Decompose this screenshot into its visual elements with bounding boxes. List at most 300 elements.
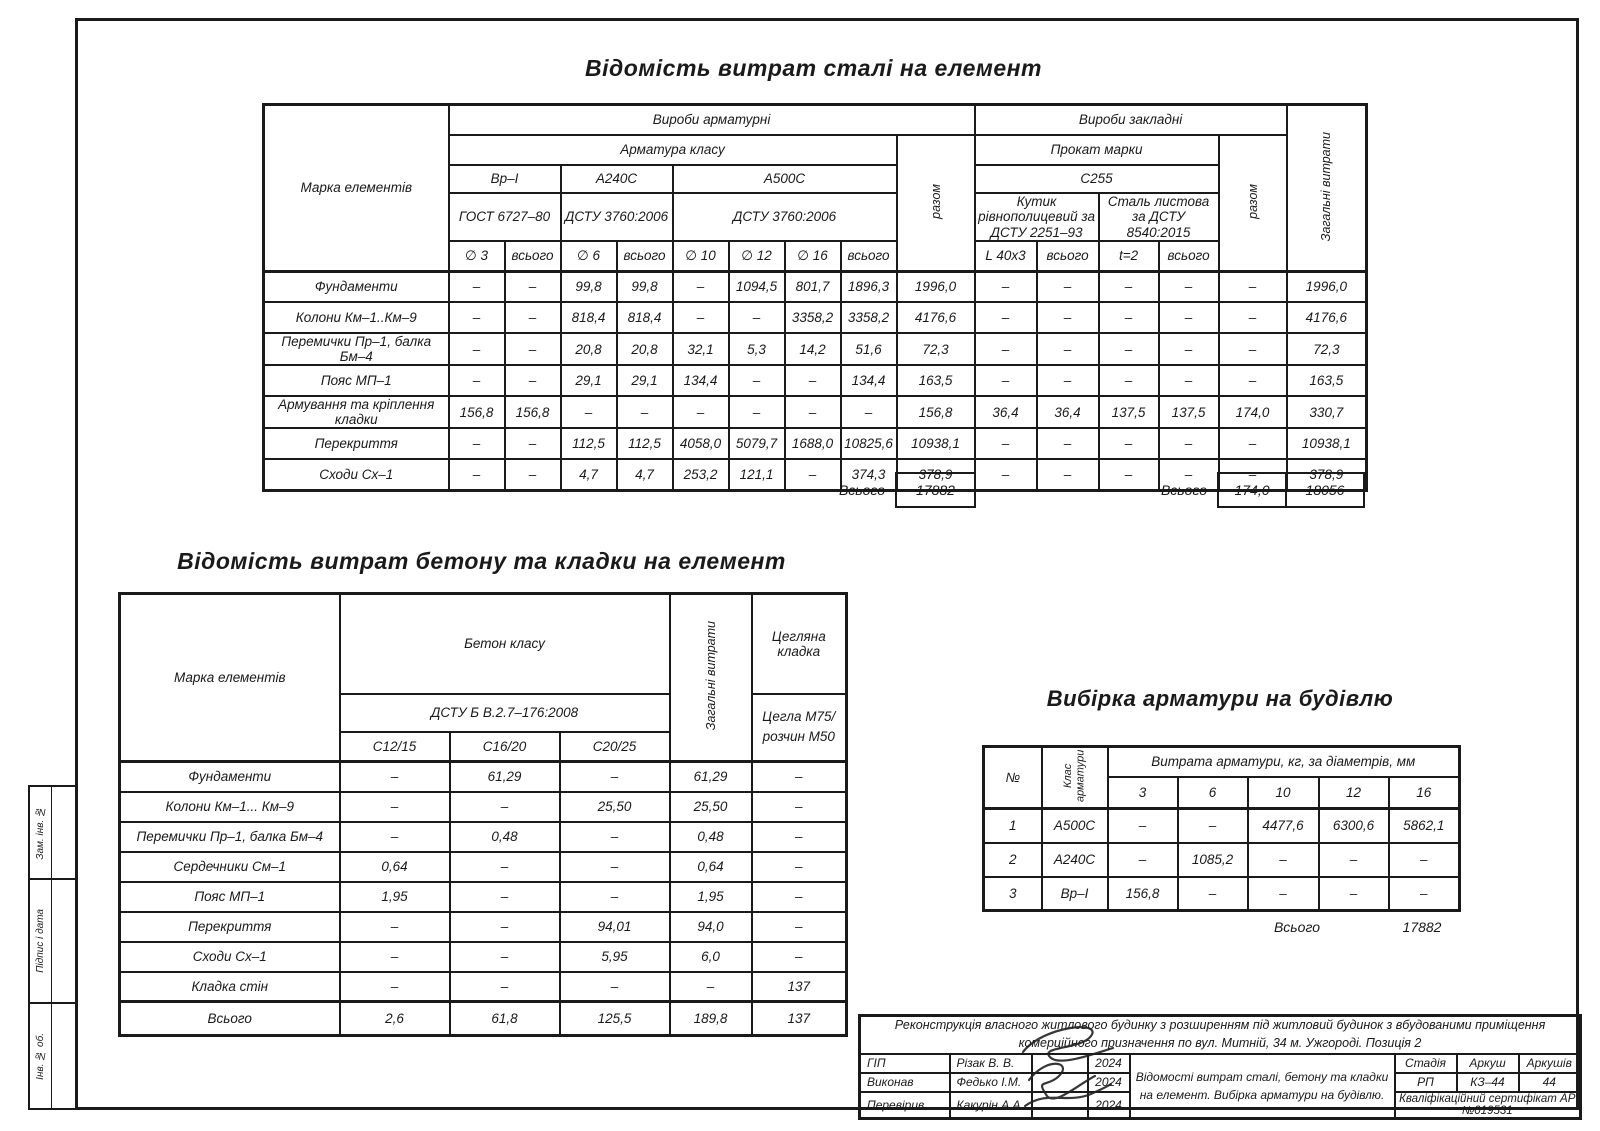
steel-value-cell: –	[1219, 333, 1287, 365]
concrete-value-cell: 0,64	[670, 852, 752, 882]
rebar-grp: Витрата арматури, кг, за діаметрів, мм	[1108, 747, 1460, 777]
steel-value-cell: –	[1159, 428, 1219, 459]
steel-value-cell: 134,4	[673, 365, 729, 396]
steel-std-dstu-a500: ДСТУ 3760:2006	[673, 193, 897, 242]
rebar-value-cell: –	[1248, 877, 1319, 911]
steel-value-cell: –	[1219, 459, 1287, 490]
rebar-value-cell: –	[1108, 843, 1178, 877]
steel-value-cell: –	[785, 459, 841, 490]
steel-value-cell: –	[729, 302, 785, 333]
rebar-value-cell: 5862,1	[1389, 809, 1460, 843]
title-block	[858, 1014, 1582, 1120]
concrete-value-cell: –	[752, 792, 847, 822]
strip-label-text: Зам. інв. №	[35, 805, 46, 860]
steel-subheader-cell: всього	[617, 241, 673, 271]
steel-value-cell: –	[449, 428, 505, 459]
concrete-value-cell: 0,64	[340, 852, 450, 882]
rebar-value-cell: –	[1178, 809, 1248, 843]
rebar-row-number: 1	[984, 809, 1042, 843]
rebar-diameter-cell: 12	[1319, 777, 1389, 809]
element-name: Колони Км–1..Км–9	[264, 302, 449, 333]
steel-value-cell: 378,9	[897, 459, 975, 490]
steel-subheader-cell: ∅ 16	[785, 241, 841, 271]
concrete-value-cell: –	[340, 912, 450, 942]
steel-value-cell: 3358,2	[785, 302, 841, 333]
concrete-value-cell: –	[752, 822, 847, 852]
rebar-total-value: 17882	[1402, 919, 1442, 935]
steel-value-cell: 10938,1	[1287, 428, 1367, 459]
steel-std-kutyk: Кутик рівнополицевий за ДСТУ 2251–93	[975, 193, 1099, 242]
steel-table-row	[264, 365, 1367, 396]
rebar-row-number: 3	[984, 877, 1042, 911]
strip-cell	[28, 878, 77, 1002]
steel-value-cell: 137,5	[1159, 396, 1219, 428]
concrete-total-cell: 61,8	[450, 1002, 560, 1036]
concrete-value-cell: 137	[752, 972, 847, 1002]
steel-value-cell: –	[505, 271, 561, 302]
steel-value-cell: –	[673, 271, 729, 302]
concrete-value-cell: 5,95	[560, 942, 670, 972]
rebar-value-cell: 6300,6	[1319, 809, 1389, 843]
steel-value-cell: 174,0	[1219, 396, 1287, 428]
steel-value-cell: –	[1037, 333, 1099, 365]
strip-cell	[28, 785, 77, 878]
steel-value-cell: 4,7	[561, 459, 617, 490]
steel-value-cell: 4176,6	[897, 302, 975, 333]
concrete-value-cell: 25,50	[670, 792, 752, 822]
steel-value-cell: –	[975, 365, 1037, 396]
steel-subheader-cell: всього	[1037, 241, 1099, 271]
rebar-value-cell: –	[1248, 843, 1319, 877]
steel-value-cell: 818,4	[561, 302, 617, 333]
date-gip: 2024	[1088, 1054, 1130, 1073]
steel-value-cell: –	[729, 365, 785, 396]
steel-value-cell: 4058,0	[673, 428, 729, 459]
steel-value-cell: –	[1099, 271, 1159, 302]
rotated-label: разом	[1245, 183, 1260, 219]
steel-table-row	[264, 271, 1367, 302]
rebar-diameter-cell: 3	[1108, 777, 1178, 809]
concrete-value-cell: –	[560, 972, 670, 1002]
element-name: Перемички Пр–1, балка Бм–4	[264, 333, 449, 365]
steel-value-cell: –	[1037, 365, 1099, 396]
steel-total-emb-value: 174,0	[1217, 472, 1287, 508]
concrete-table-row	[120, 792, 847, 822]
steel-total-arm-label: Всього	[838, 482, 885, 498]
concrete-total-cell: 137	[752, 1002, 847, 1036]
steel-value-cell: –	[617, 396, 673, 428]
steel-value-cell: –	[1159, 459, 1219, 490]
rebar-table-row	[984, 843, 1460, 877]
steel-value-cell: 4,7	[617, 459, 673, 490]
steel-table-title: Відомість витрат сталі на елемент	[584, 55, 1043, 81]
element-name: Пояс МП–1	[264, 365, 449, 396]
steel-col-razom-arm	[897, 135, 975, 272]
steel-table-row	[264, 302, 1367, 333]
steel-value-cell: 330,7	[1287, 396, 1367, 428]
rotated-label: Загальні витрати	[703, 621, 718, 731]
sheets-header: Аркушів	[1519, 1054, 1581, 1073]
qualification-certificate: Кваліфікаційний сертифікат АР №019531	[1395, 1092, 1581, 1119]
steel-subheader-cell: ∅ 6	[561, 241, 617, 271]
concrete-table-title: Відомість витрат бетону та кладки на елемент	[177, 548, 786, 574]
steel-value-cell: –	[1099, 365, 1159, 396]
concrete-col-marka: Марка елементів	[120, 594, 340, 762]
rebar-class: А240С	[1042, 843, 1108, 877]
element-name: Перекриття	[264, 428, 449, 459]
concrete-value-cell: –	[560, 762, 670, 792]
steel-value-cell: –	[505, 428, 561, 459]
date-executor: 2024	[1088, 1073, 1130, 1092]
steel-value-cell: –	[673, 396, 729, 428]
steel-value-cell: –	[1099, 428, 1159, 459]
concrete-value-cell: –	[340, 972, 450, 1002]
signatures-overlay	[995, 1018, 1145, 1113]
steel-subheader-cell: всього	[505, 241, 561, 271]
steel-value-cell: –	[1159, 302, 1219, 333]
steel-total-arm-value: 17882	[895, 472, 976, 508]
steel-value-cell: 156,8	[505, 396, 561, 428]
steel-value-cell: 20,8	[561, 333, 617, 365]
steel-value-cell: –	[505, 302, 561, 333]
rebar-value-cell: –	[1389, 877, 1460, 911]
strip-empty	[52, 1004, 75, 1108]
steel-grp-armature: Вироби арматурні	[449, 105, 975, 135]
steel-value-cell: –	[449, 459, 505, 490]
steel-value-cell: 72,3	[1287, 333, 1367, 365]
concrete-total-row	[120, 1002, 847, 1036]
steel-value-cell: 32,1	[673, 333, 729, 365]
concrete-value-cell: –	[450, 852, 560, 882]
concrete-value-cell: –	[340, 792, 450, 822]
rebar-class: А500С	[1042, 809, 1108, 843]
steel-value-cell: 20,8	[617, 333, 673, 365]
side-strip	[28, 785, 77, 1110]
concrete-value-cell: –	[752, 852, 847, 882]
rebar-value-cell: –	[1319, 877, 1389, 911]
steel-value-cell: –	[1099, 333, 1159, 365]
concrete-value-cell: –	[450, 882, 560, 912]
rebar-col-no: №	[984, 747, 1042, 809]
steel-class-c255: С255	[975, 165, 1219, 193]
steel-value-cell: 112,5	[561, 428, 617, 459]
steel-grp-prokat: Прокат марки	[975, 135, 1219, 165]
steel-value-cell: –	[505, 333, 561, 365]
steel-std-gost: ГОСТ 6727–80	[449, 193, 561, 242]
steel-subheader-cell: t=2	[1099, 241, 1159, 271]
concrete-table-row	[120, 972, 847, 1002]
steel-value-cell: 99,8	[561, 271, 617, 302]
element-name: Армування та кріплення кладки	[264, 396, 449, 428]
rotated-label: Загальні витрати	[1319, 131, 1334, 241]
steel-value-cell: 163,5	[1287, 365, 1367, 396]
steel-value-cell: 121,1	[729, 459, 785, 490]
concrete-value-cell: –	[450, 792, 560, 822]
steel-value-cell: –	[673, 302, 729, 333]
steel-value-cell: 134,4	[841, 365, 897, 396]
steel-value-cell: –	[1037, 302, 1099, 333]
steel-value-cell: –	[505, 459, 561, 490]
concrete-table-row	[120, 762, 847, 792]
steel-value-cell: –	[1219, 271, 1287, 302]
rebar-diameter-cell: 10	[1248, 777, 1319, 809]
concrete-masonry-spec: Цегла М75/ розчин М50	[752, 694, 847, 762]
steel-value-cell: –	[449, 271, 505, 302]
steel-value-cell: 14,2	[785, 333, 841, 365]
concrete-value-cell: 94,0	[670, 912, 752, 942]
steel-value-cell: –	[505, 365, 561, 396]
concrete-value-cell: –	[670, 972, 752, 1002]
steel-value-cell: 1688,0	[785, 428, 841, 459]
element-name: Перемички Пр–1, балка Бм–4	[120, 822, 340, 852]
signature-checker	[1025, 1084, 1111, 1106]
rebar-value-cell: –	[1108, 809, 1178, 843]
steel-class-vr: Вр–I	[449, 165, 561, 193]
rotated-label: Клас арматури	[1061, 749, 1087, 803]
strip-label-text: Підпис і дата	[35, 909, 46, 973]
concrete-table-row	[120, 882, 847, 912]
concrete-consumption-table	[118, 592, 848, 1037]
steel-value-cell: –	[1037, 428, 1099, 459]
steel-col-razom-emb	[1219, 135, 1287, 272]
steel-value-cell: –	[1159, 365, 1219, 396]
concrete-class-c16: С16/20	[450, 732, 560, 762]
concrete-col-total	[670, 594, 752, 762]
role-checker: Перевірив	[860, 1092, 950, 1119]
steel-value-cell: 818,4	[617, 302, 673, 333]
rebar-value-cell: 156,8	[1108, 877, 1178, 911]
steel-col-marka: Марка елементів	[264, 105, 449, 272]
element-name: Фундаменти	[264, 271, 449, 302]
steel-value-cell: 51,6	[841, 333, 897, 365]
rebar-row-number: 2	[984, 843, 1042, 877]
element-name: Перекриття	[120, 912, 340, 942]
rebar-value-cell: 1085,2	[1178, 843, 1248, 877]
sheets-value: 44	[1519, 1073, 1581, 1092]
name-gip: Різак В. В.	[950, 1054, 1032, 1073]
steel-std-dstu-a240: ДСТУ 3760:2006	[561, 193, 673, 242]
steel-value-cell: –	[1037, 459, 1099, 490]
element-name: Сходи Сх–1	[120, 942, 340, 972]
steel-value-cell: –	[975, 459, 1037, 490]
concrete-value-cell: –	[560, 852, 670, 882]
concrete-value-cell: –	[752, 882, 847, 912]
rebar-selection-table	[982, 745, 1461, 912]
steel-value-cell: 112,5	[617, 428, 673, 459]
steel-value-cell: 156,8	[449, 396, 505, 428]
steel-value-cell: –	[561, 396, 617, 428]
steel-value-cell: –	[1159, 271, 1219, 302]
steel-subheader-cell: ∅ 12	[729, 241, 785, 271]
steel-value-cell: 3358,2	[841, 302, 897, 333]
rebar-total-label: Всього	[1273, 919, 1320, 935]
steel-value-cell: 4176,6	[1287, 302, 1367, 333]
steel-value-cell: –	[841, 396, 897, 428]
steel-table-row	[264, 428, 1367, 459]
concrete-total-cell: 2,6	[340, 1002, 450, 1036]
steel-value-cell: 137,5	[1099, 396, 1159, 428]
steel-subheader-cell: L 40x3	[975, 241, 1037, 271]
role-gip: ГІП	[860, 1054, 950, 1073]
strip-cell	[28, 1002, 77, 1110]
steel-subheader-cell: всього	[1159, 241, 1219, 271]
steel-value-cell: 36,4	[975, 396, 1037, 428]
concrete-value-cell: –	[752, 912, 847, 942]
steel-value-cell: –	[1219, 365, 1287, 396]
rebar-table-row	[984, 877, 1460, 911]
strip-label-pidpys	[30, 880, 52, 1002]
steel-subheader-cell: ∅ 3	[449, 241, 505, 271]
steel-value-cell: 29,1	[561, 365, 617, 396]
steel-grp-arm-class: Арматура класу	[449, 135, 897, 165]
concrete-value-cell: 0,48	[450, 822, 560, 852]
concrete-class-c12: С12/15	[340, 732, 450, 762]
steel-subheader-cell: всього	[841, 241, 897, 271]
concrete-value-cell: –	[752, 942, 847, 972]
concrete-value-cell: 25,50	[560, 792, 670, 822]
steel-value-cell: –	[1037, 271, 1099, 302]
concrete-value-cell: –	[560, 822, 670, 852]
rotated-label: разом	[928, 183, 943, 219]
steel-total-emb-label: Всього	[1160, 482, 1207, 498]
rebar-class: Вр–І	[1042, 877, 1108, 911]
steel-value-cell: 374,3	[841, 459, 897, 490]
concrete-value-cell: 61,29	[670, 762, 752, 792]
steel-grand-total-value: 18056	[1285, 472, 1365, 508]
steel-value-cell: –	[449, 365, 505, 396]
steel-value-cell: –	[975, 271, 1037, 302]
concrete-table-row	[120, 852, 847, 882]
concrete-value-cell: 61,29	[450, 762, 560, 792]
steel-value-cell: –	[975, 428, 1037, 459]
steel-value-cell: 1094,5	[729, 271, 785, 302]
steel-value-cell: 36,4	[1037, 396, 1099, 428]
steel-value-cell: –	[975, 333, 1037, 365]
strip-empty	[52, 880, 75, 1002]
steel-table-row	[264, 396, 1367, 428]
element-name: Пояс МП–1	[120, 882, 340, 912]
rebar-value-cell: –	[1178, 877, 1248, 911]
rebar-diameter-cell: 6	[1178, 777, 1248, 809]
steel-value-cell: –	[975, 302, 1037, 333]
concrete-grp-masonry: Цегляна кладка	[752, 594, 847, 694]
steel-value-cell: 378,9	[1287, 459, 1367, 490]
steel-value-cell: 801,7	[785, 271, 841, 302]
rebar-col-class	[1042, 747, 1108, 809]
steel-value-cell: 5079,7	[729, 428, 785, 459]
steel-col-total	[1287, 105, 1367, 272]
concrete-table-row	[120, 912, 847, 942]
steel-consumption-table	[262, 103, 1368, 492]
steel-value-cell: 1996,0	[1287, 271, 1367, 302]
sheet-value: КЗ–44	[1457, 1073, 1519, 1092]
steel-value-cell: –	[785, 396, 841, 428]
rebar-table-row	[984, 809, 1460, 843]
steel-value-cell: –	[1219, 428, 1287, 459]
steel-value-cell: 99,8	[617, 271, 673, 302]
concrete-value-cell: –	[340, 942, 450, 972]
steel-class-a500: А500С	[673, 165, 897, 193]
concrete-total-cell: 189,8	[670, 1002, 752, 1036]
concrete-value-cell: 1,95	[340, 882, 450, 912]
steel-value-cell: –	[729, 396, 785, 428]
element-name: Колони Км–1... Км–9	[120, 792, 340, 822]
steel-subheader-cell: ∅ 10	[673, 241, 729, 271]
concrete-std: ДСТУ Б В.2.7–176:2008	[340, 694, 670, 732]
concrete-value-cell: –	[450, 912, 560, 942]
steel-std-sheet: Сталь листова за ДСТУ 8540:2015	[1099, 193, 1219, 242]
steel-value-cell: 1996,0	[897, 271, 975, 302]
rebar-value-cell: 4477,6	[1248, 809, 1319, 843]
steel-value-cell: –	[1099, 459, 1159, 490]
name-executor: Федько І.М.	[950, 1073, 1032, 1092]
concrete-table-row	[120, 942, 847, 972]
element-name: Сходи Сх–1	[264, 459, 449, 490]
concrete-value-cell: –	[560, 882, 670, 912]
concrete-grp: Бетон класу	[340, 594, 670, 694]
signature-executor	[1029, 1064, 1095, 1099]
concrete-value-cell: –	[752, 762, 847, 792]
steel-value-cell: 72,3	[897, 333, 975, 365]
rebar-value-cell: –	[1389, 843, 1460, 877]
strip-label-text: Інв. № об.	[35, 1032, 46, 1080]
concrete-table-row	[120, 822, 847, 852]
strip-empty	[52, 787, 75, 878]
concrete-total-cell: 125,5	[560, 1002, 670, 1036]
concrete-class-c20: С20/25	[560, 732, 670, 762]
signature-gip	[1023, 1027, 1113, 1060]
element-name: Фундаменти	[120, 762, 340, 792]
project-description: Реконструкція власного житлового будинку з розширенням під житловий будинок з вбудованими приміщення комерційного призначення по вул. Митній, 34 м. Ужгороді. Позиція 2	[860, 1016, 1581, 1054]
steel-value-cell: 10938,1	[897, 428, 975, 459]
concrete-value-cell: 6,0	[670, 942, 752, 972]
total-label: Всього	[120, 1002, 340, 1036]
concrete-value-cell: –	[340, 762, 450, 792]
steel-class-a240: А240С	[561, 165, 673, 193]
steel-value-cell: 10825,6	[841, 428, 897, 459]
steel-value-cell: –	[449, 302, 505, 333]
concrete-value-cell: –	[450, 942, 560, 972]
document-title: Відомості витрат сталі, бетону та кладки на елемент. Вибірка арматури на будівлю.	[1130, 1054, 1395, 1119]
steel-value-cell: –	[449, 333, 505, 365]
steel-value-cell: –	[1219, 302, 1287, 333]
steel-table-row	[264, 333, 1367, 365]
steel-value-cell: –	[1099, 302, 1159, 333]
steel-grp-embedded: Вироби закладні	[975, 105, 1287, 135]
element-name: Кладка стін	[120, 972, 340, 1002]
steel-value-cell: 163,5	[897, 365, 975, 396]
rebar-diameter-cell: 16	[1389, 777, 1460, 809]
steel-value-cell: 253,2	[673, 459, 729, 490]
concrete-value-cell: –	[340, 822, 450, 852]
sheet-header: Аркуш	[1457, 1054, 1519, 1073]
element-name: Сердечники См–1	[120, 852, 340, 882]
concrete-value-cell: 0,48	[670, 822, 752, 852]
stage-value: РП	[1395, 1073, 1457, 1092]
steel-value-cell: –	[1159, 333, 1219, 365]
concrete-value-cell: –	[450, 972, 560, 1002]
date-checker: 2024	[1088, 1092, 1130, 1119]
strip-label-inv-no	[30, 1004, 52, 1108]
rebar-table-title: Вибірка арматури на будівлю	[1046, 686, 1394, 711]
rebar-value-cell: –	[1319, 843, 1389, 877]
steel-value-cell: 29,1	[617, 365, 673, 396]
steel-value-cell: 1896,3	[841, 271, 897, 302]
role-executor: Виконав	[860, 1073, 950, 1092]
steel-value-cell: –	[785, 365, 841, 396]
stage-header: Стадія	[1395, 1054, 1457, 1073]
steel-value-cell: 156,8	[897, 396, 975, 428]
